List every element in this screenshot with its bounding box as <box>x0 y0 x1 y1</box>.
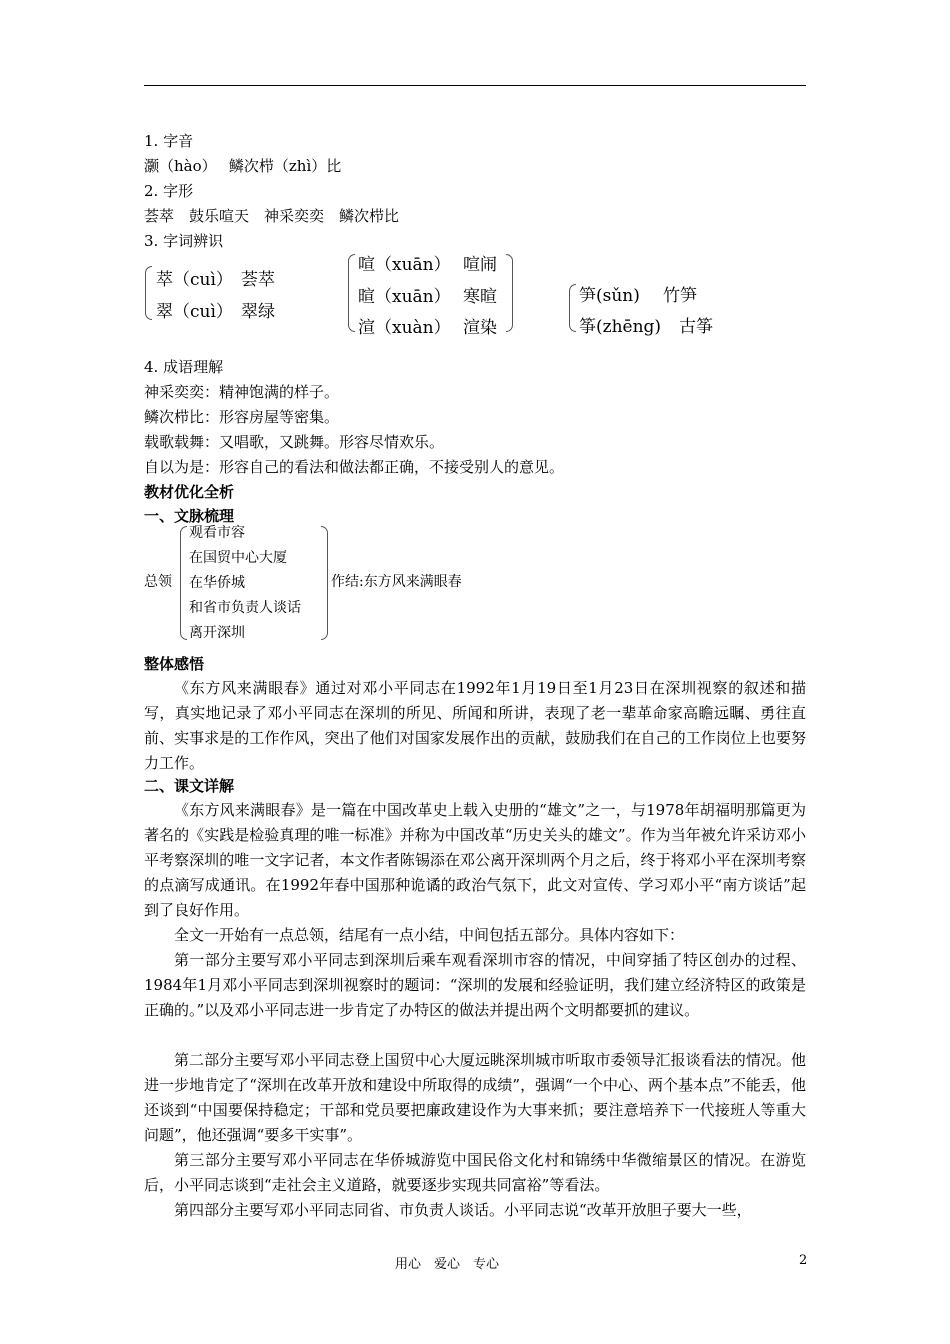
left-brace <box>180 526 187 640</box>
idiom-item: 自以为是：形容自己的看法和做法都正确，不接受别人的意见。 <box>144 458 565 476</box>
group2-word: 寒暄 <box>463 287 497 307</box>
group2-char: 渲（xuàn） <box>358 318 451 338</box>
group3-char: 筝(zhēng) <box>579 317 662 337</box>
group1-word: 荟萃 <box>241 270 275 290</box>
section2-heading: 2. 字形 <box>144 182 194 200</box>
left-brace <box>348 254 355 332</box>
page-number: 2 <box>799 1253 808 1268</box>
overall-paragraph: 《东方风来满眼春》通过对邓小平同志在1992年1月19日至1月23日在深圳视察的叙述和描写，真实地记录了邓小平同志在深圳的所见、所闻和所讲，表现了老一辈革命家高瞻远瞩、勇往直前、实事求是的工作作风，突出了他们对国家发展作出的贡献，鼓励我们在自己的工作岗位上也要努力工作。 <box>144 679 806 772</box>
group3-word: 竹笋 <box>663 286 697 306</box>
section1-heading: 1. 字音 <box>144 132 194 150</box>
detail-paragraph: 全文一开始有一点总领，结尾有一点小结，中间包括五部分。具体内容如下： <box>174 926 685 944</box>
detail-paragraph: 《东方风来满眼春》是一篇在中国改革史上载入史册的“雄文”之一，与1978年胡福明那篇更为著名的《实践是检验真理的唯一标准》并称为中国改革“历史关头的雄文”。作为当年被允许采访邓小平考察深圳的唯一文字记者，本文作者陈锡添在邓公离开深圳两个月之后，终于将邓小平在深圳考察的点滴写成通讯。在1992年春中国那种诡谲的政治气氛下，此文对宣传、学习邓小平“南方谈话”起到了良好作用。 <box>144 801 806 919</box>
group2-word: 渲染 <box>463 318 497 338</box>
outline-item: 在国贸中心大厦 <box>189 550 287 566</box>
idiom-item: 鳞次栉比：形容房屋等密集。 <box>144 408 340 426</box>
section3-heading: 3. 字词辨识 <box>144 232 224 250</box>
idiom-item: 载歌载舞：又唱歌，又跳舞。形容尽情欢乐。 <box>144 433 445 451</box>
group1-char: 萃（cuì） <box>156 270 233 290</box>
detail-heading: 二、课文详解 <box>144 777 235 795</box>
detail-paragraph: 第一部分主要写邓小平同志到深圳后乘车观看深圳市容的情况，中间穿插了特区创办的过程、1984年1月邓小平同志到深圳视察时的题词：“深圳的发展和经验证明，我们建立经济特区的政策是正确的。”以及邓小平同志进一步肯定了办特区的做法并提出两个文明都要抓的建议。 <box>144 951 806 1019</box>
idiom-item: 神采奕奕：精神饱满的样子。 <box>144 383 340 401</box>
footer-motto: 用心 爱心 专心 <box>395 1257 500 1272</box>
group2-char: 喧（xuān） <box>358 255 451 275</box>
left-brace <box>145 266 152 320</box>
pronunciation-line: 灏（hào） 鳞次栉（zhì）比 <box>144 157 342 175</box>
section4-heading: 4. 成语理解 <box>144 358 224 376</box>
group1-word: 翠绿 <box>241 302 275 322</box>
outline-item: 在华侨城 <box>189 575 245 591</box>
outline-heading: 一、文脉梳理 <box>144 507 235 525</box>
right-brace <box>321 526 328 640</box>
group2-word: 喧闹 <box>463 255 497 275</box>
detail-paragraph: 第二部分主要写邓小平同志登上国贸中心大厦远眺深圳城市听取市委领导汇报谈看法的情况。他进一步地肯定了“深圳在改革开放和建设中所取得的成绩”，强调“一个中心、两个基本点”不能丢，他还谈到“中国要保持稳定；干部和党员要把廉政建设作为大事来抓；要注意培养下一代接班人等重大问题”，他还强调“要多干实事”。 <box>144 1051 806 1144</box>
left-brace <box>569 284 576 332</box>
words-line: 荟萃 鼓乐喧天 神采奕奕 鳞次栉比 <box>144 207 400 225</box>
outline-item: 和省市负责人谈话 <box>189 600 301 616</box>
outline-conclusion: 作结:东方风来满眼春 <box>331 574 462 590</box>
group3-char: 笋(sǔn) <box>579 286 640 306</box>
overall-heading: 整体感悟 <box>144 655 205 673</box>
detail-paragraph: 第三部分主要写邓小平同志在华侨城游览中国民俗文化村和锦绣中华微缩景区的情况。在游览后，小平同志谈到“走社会主义道路，就要逐步实现共同富裕”等看法。 <box>144 1151 806 1194</box>
outline-item: 观看市容 <box>189 525 245 541</box>
detail-paragraph: 第四部分主要写邓小平同志同省、市负责人谈话。小平同志说“改革开放胆子要大一些， <box>174 1201 752 1219</box>
group1-char: 翠（cuì） <box>156 302 233 322</box>
header-rule <box>144 85 806 86</box>
outline-item: 离开深圳 <box>189 625 245 641</box>
right-brace <box>506 254 513 332</box>
outline-lead: 总领 <box>144 574 172 590</box>
analysis-heading: 教材优化全析 <box>144 483 235 501</box>
group2-char: 暄（xuān） <box>358 287 451 307</box>
group3-word: 古筝 <box>679 317 713 337</box>
